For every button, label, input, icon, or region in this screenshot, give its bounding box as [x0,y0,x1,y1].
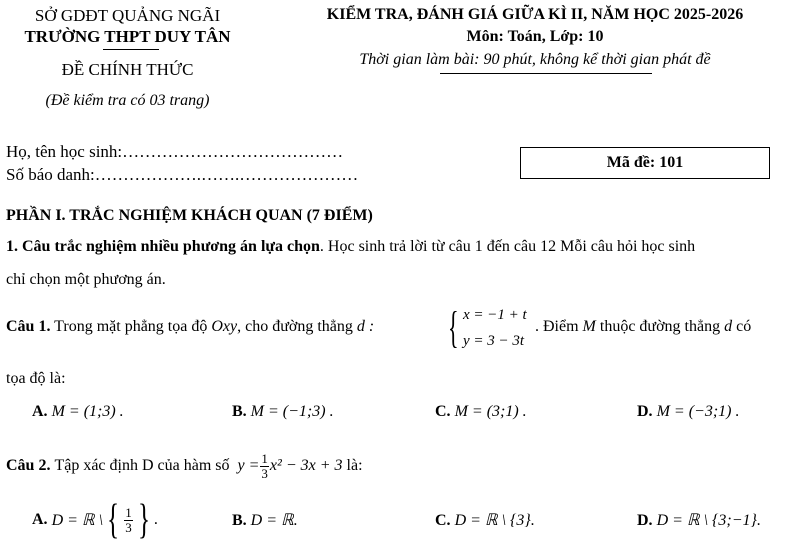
q1-system-brace: { [448,303,459,352]
q1-system-line1: x = −1 + t [463,307,527,323]
part1-intro-line1 [6,238,695,256]
q1-text-a: Trong mặt phẳng tọa độ [54,318,208,335]
q2-text-end: là: [346,457,363,474]
q1-system-line2: y = 3 − 3t [463,333,525,349]
q2-option-b [232,510,298,530]
q1-option-a-key: A. [32,403,48,420]
subject-line: Môn: Toán, Lớp: 10 [466,28,604,45]
q2-option-a-lbrace: { [107,497,120,543]
q2-option-c-value: D = ℝ \ {3}. [454,512,535,529]
q1-d-colon: d : [356,318,375,335]
school-underline [103,49,159,50]
pages-note: (Đề kiểm tra có 03 trang) [45,92,210,109]
q1-option-d-key: D. [637,403,653,420]
department-name: SỞ GDĐT QUẢNG NGÃI [34,6,221,25]
q1-oxy: Oxy [211,318,238,335]
q2-option-a-key: A. [32,511,48,528]
q2-option-a-suffix: . [153,511,158,528]
q2-option-b-key: B. [232,512,247,529]
q2-option-a-rbrace: } [137,497,150,543]
official-label: ĐỀ CHÍNH THỨC [61,60,194,79]
time-underline [440,73,652,74]
q2-line [6,443,363,489]
q1-option-a-value: M = (1;3) . [51,403,124,420]
q1-option-a [32,403,124,421]
q1-d: d [724,318,733,335]
q1-label: Câu 1. [6,318,51,335]
q2-frac-num: 1 [261,450,268,466]
q2-func-prefix: y = [237,457,260,474]
q2-fraction [260,452,269,481]
q1-option-b-value: M = (−1;3) . [250,403,334,420]
q2-option-c [435,510,535,530]
q2-option-d-key: D. [637,512,653,529]
school-name: TRƯỜNG THPT DUY TÂN [24,27,231,46]
q2-option-a-prefix: D = ℝ \ [51,512,104,529]
q2-option-d-value: D = ℝ \ {3;−1}. [656,512,761,529]
q2-label: Câu 2. [6,457,51,474]
q2-option-d [637,510,761,530]
exam-code: Mã đề: 101 [606,154,684,171]
q1-text-d: thuộc đường thẳng [599,318,721,335]
part1-title: PHẦN I. TRẮC NGHIỆM KHÁCH QUAN (7 ĐIỂM) [6,207,373,224]
q1-line1-left [6,318,374,336]
q1-text-b: , cho đường thẳng [237,318,353,335]
q2-option-a-den: 3 [125,519,132,535]
q1-option-b [232,403,334,421]
student-id-field: Số báo danh:……………….…….………………… [6,165,359,184]
q2-text: Tập xác định D của hàm số [54,457,230,474]
exam-code-box [520,147,770,179]
q2-option-a [32,498,158,542]
q1-text-c: . Điểm [535,318,579,335]
q1-line2: tọa độ là: [6,370,66,387]
q2-option-a-num: 1 [125,504,132,520]
q2-option-a-fraction [124,506,133,535]
q2-option-b-value: D = ℝ. [250,512,298,529]
q1-text-e: có [736,318,752,335]
q1-m: M [582,318,596,335]
part1-intro-line2: chỉ chọn một phương án. [6,271,166,288]
q1-option-d [637,403,739,421]
q2-option-c-key: C. [435,512,451,529]
q1-line1-right [535,318,751,336]
q1-option-c [435,403,527,421]
q2-frac-den: 3 [261,465,268,481]
q1-option-b-key: B. [232,403,247,420]
part1-intro-bold: 1. Câu trắc nghiệm nhiều phương án lựa chọn [6,238,320,255]
q1-option-c-key: C. [435,403,451,420]
q2-func-suffix: x² − 3x + 3 [269,457,343,474]
student-name-field: Họ, tên học sinh:………………………………… [6,142,344,161]
q1-option-c-value: M = (3;1) . [454,403,527,420]
time-note: Thời gian làm bài: 90 phút, không kể thời gian phát đề [359,51,711,68]
q1-option-d-value: M = (−3;1) . [656,403,740,420]
exam-title: KIỂM TRA, ĐÁNH GIÁ GIỮA KÌ II, NĂM HỌC 2025-2026 [326,6,744,23]
part1-intro-rest: . Học sinh trả lời từ câu 1 đến câu 12 Mỗi câu hỏi học sinh [319,238,696,255]
